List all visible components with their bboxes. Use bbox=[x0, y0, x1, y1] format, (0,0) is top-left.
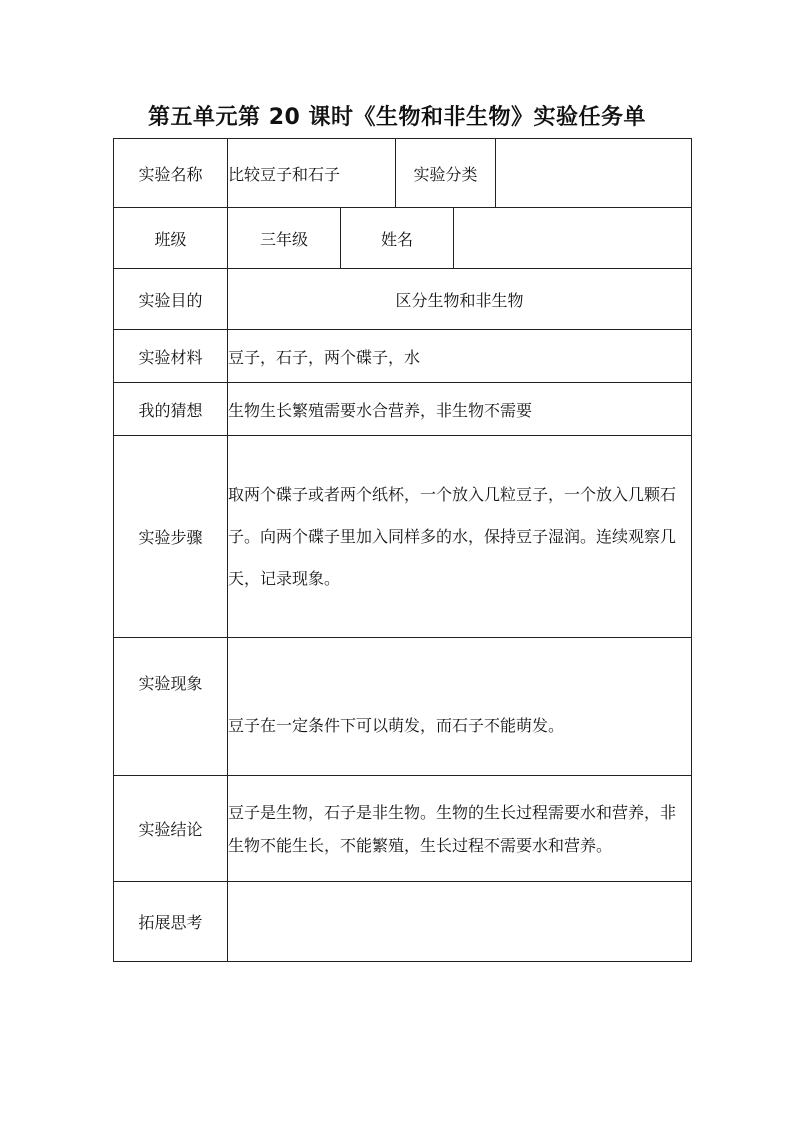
experiment-category-label: 实验分类 bbox=[396, 139, 496, 208]
class-value[interactable]: 三年级 bbox=[228, 208, 341, 269]
observation-value-cell bbox=[228, 638, 692, 776]
row-steps bbox=[114, 436, 692, 638]
row-hypothesis bbox=[114, 383, 692, 436]
experiment-task-table bbox=[113, 138, 692, 962]
class-label: 班级 bbox=[114, 208, 228, 269]
student-name-label: 姓名 bbox=[341, 208, 454, 269]
materials-value[interactable]: 豆子，石子，两个碟子，水 bbox=[228, 330, 692, 383]
steps-value[interactable]: 取两个碟子或者两个纸杯，一个放入几粒豆子，一个放入几颗石子。向两个碟子里加入同样多的水，保持豆子湿润。连续观察几天，记录现象。 bbox=[228, 436, 692, 638]
extension-label: 拓展思考 bbox=[114, 882, 228, 962]
conclusion-label: 实验结论 bbox=[114, 776, 228, 882]
observation-label-cell bbox=[114, 638, 228, 776]
row-conclusion bbox=[114, 776, 692, 882]
experiment-name-label: 实验名称 bbox=[114, 139, 228, 208]
observation-label: 实验现象 bbox=[138, 673, 203, 693]
hypothesis-label: 我的猜想 bbox=[114, 383, 228, 436]
page-title: 第五单元第 20 课时《生物和非生物》实验任务单 bbox=[148, 105, 646, 130]
experiment-name-value[interactable]: 比较豆子和石子 bbox=[228, 139, 396, 208]
row-class bbox=[114, 208, 692, 269]
conclusion-value[interactable]: 豆子是生物，石子是非生物。生物的生长过程需要水和营养，非生物不能生长，不能繁殖，生长过程不需要水和营养。 bbox=[228, 776, 692, 882]
purpose-value[interactable]: 区分生物和非生物 bbox=[228, 269, 692, 330]
row-experiment-name bbox=[114, 139, 692, 208]
hypothesis-value[interactable]: 生物生长繁殖需要水合营养，非生物不需要 bbox=[228, 383, 692, 436]
student-name-value[interactable] bbox=[454, 208, 692, 269]
experiment-category-value[interactable] bbox=[496, 139, 692, 208]
steps-label: 实验步骤 bbox=[114, 436, 228, 638]
row-purpose bbox=[114, 269, 692, 330]
materials-label: 实验材料 bbox=[114, 330, 228, 383]
observation-value[interactable]: 豆子在一定条件下可以萌发，而石子不能萌发。 bbox=[228, 716, 565, 735]
extension-value[interactable] bbox=[228, 882, 692, 962]
row-extension bbox=[114, 882, 692, 962]
row-observation bbox=[114, 638, 692, 776]
row-materials bbox=[114, 330, 692, 383]
purpose-label: 实验目的 bbox=[114, 269, 228, 330]
